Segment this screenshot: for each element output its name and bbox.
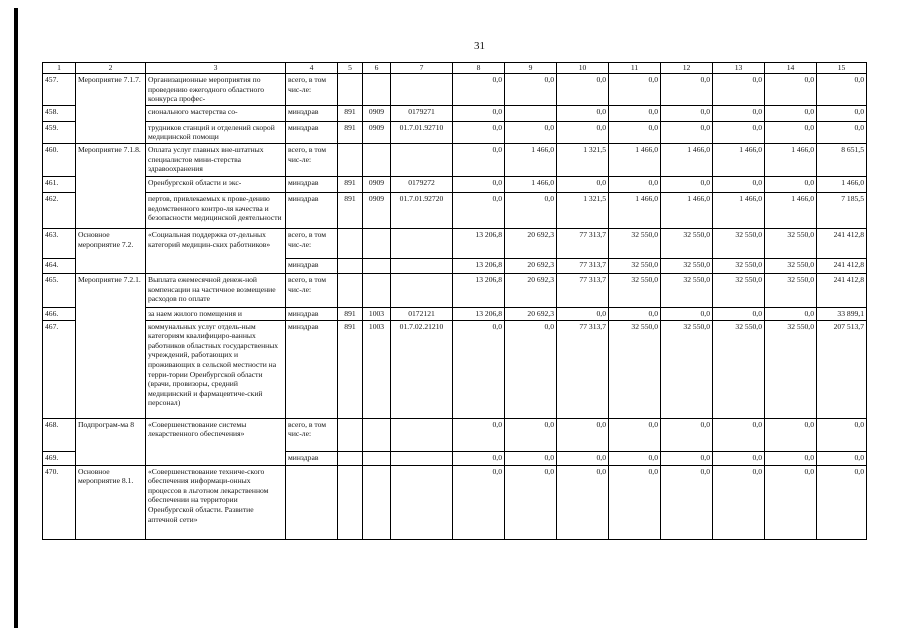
table-row — [43, 320, 867, 418]
amount-cell: 0,0 — [609, 451, 661, 465]
amount-cell: 32 550,0 — [609, 273, 661, 307]
code-grbs: 891 — [338, 320, 363, 418]
activity-description: сионального мастерства со- — [146, 105, 286, 121]
executor: минздрав — [286, 307, 338, 320]
amount-cell: 0,0 — [609, 465, 661, 539]
amount-cell: 1 466,0 — [505, 176, 557, 192]
amount-cell: 20 692,3 — [505, 228, 557, 258]
amount-cell: 77 313,7 — [557, 273, 609, 307]
activity-description: за наем жилого помещения и — [146, 307, 286, 320]
amount-cell: 0,0 — [817, 451, 867, 465]
table-row — [43, 143, 867, 176]
code-section — [363, 143, 391, 176]
amount-cell: 0,0 — [453, 176, 505, 192]
executor: всего, в том чис-ле: — [286, 273, 338, 307]
code-target — [391, 228, 453, 258]
amount-cell: 1 466,0 — [713, 143, 765, 176]
row-number: 457. — [43, 74, 76, 106]
activity-description: «Социальная поддержка от-дельных категорий медицин-ских работников» — [146, 228, 286, 273]
code-grbs — [338, 273, 363, 307]
amount-cell — [505, 105, 557, 121]
amount-cell: 8 651,5 — [817, 143, 867, 176]
amount-cell: 32 550,0 — [609, 258, 661, 273]
executor: всего, в том чис-ле: — [286, 228, 338, 258]
executor: минздрав — [286, 121, 338, 143]
activity-name: Основное мероприятие 8.1. — [76, 465, 146, 539]
binding-bar — [14, 8, 18, 628]
row-number: 462. — [43, 192, 76, 228]
row-number: 461. — [43, 176, 76, 192]
amount-cell: 20 692,3 — [505, 273, 557, 307]
code-target — [391, 465, 453, 539]
code-grbs — [338, 451, 363, 465]
amount-cell: 0,0 — [453, 74, 505, 106]
amount-cell: 1 466,0 — [817, 176, 867, 192]
row-number: 458. — [43, 105, 76, 121]
table-row — [43, 74, 867, 106]
amount-cell: 0,0 — [609, 105, 661, 121]
amount-cell: 241 412,8 — [817, 228, 867, 258]
column-header: 5 — [338, 63, 363, 74]
amount-cell: 0,0 — [661, 105, 713, 121]
row-number: 468. — [43, 418, 76, 451]
code-target — [391, 451, 453, 465]
amount-cell: 77 313,7 — [557, 320, 609, 418]
amount-cell: 0,0 — [453, 320, 505, 418]
amount-cell: 0,0 — [557, 307, 609, 320]
executor: минздрав — [286, 451, 338, 465]
table-row — [43, 307, 867, 320]
amount-cell: 0,0 — [505, 320, 557, 418]
amount-cell: 0,0 — [661, 451, 713, 465]
activity-name: Основное мероприятие 7.2. — [76, 228, 146, 273]
amount-cell: 0,0 — [609, 176, 661, 192]
code-grbs — [338, 418, 363, 451]
activity-name: Мероприятие 7.1.7. — [76, 74, 146, 144]
amount-cell: 32 550,0 — [661, 273, 713, 307]
amount-cell: 241 412,8 — [817, 258, 867, 273]
amount-cell: 0,0 — [661, 74, 713, 106]
row-number: 464. — [43, 258, 76, 273]
code-section: 0909 — [363, 105, 391, 121]
row-number: 463. — [43, 228, 76, 258]
table-row — [43, 176, 867, 192]
amount-cell: 0,0 — [765, 121, 817, 143]
row-number: 469. — [43, 451, 76, 465]
code-target: 01.7.02.21210 — [391, 320, 453, 418]
amount-cell: 0,0 — [817, 121, 867, 143]
code-section — [363, 418, 391, 451]
amount-cell: 207 513,7 — [817, 320, 867, 418]
amount-cell: 0,0 — [713, 307, 765, 320]
column-header: 8 — [453, 63, 505, 74]
code-target — [391, 74, 453, 106]
amount-cell: 32 550,0 — [765, 258, 817, 273]
amount-cell: 20 692,3 — [505, 307, 557, 320]
code-grbs — [338, 228, 363, 258]
activity-description: трудников станций и отделений скорой медицинской помощи — [146, 121, 286, 143]
amount-cell: 0,0 — [505, 74, 557, 106]
code-section — [363, 228, 391, 258]
amount-cell: 1 466,0 — [765, 143, 817, 176]
code-grbs: 891 — [338, 176, 363, 192]
column-header: 14 — [765, 63, 817, 74]
amount-cell: 7 185,5 — [817, 192, 867, 228]
amount-cell: 32 550,0 — [609, 228, 661, 258]
code-grbs: 891 — [338, 105, 363, 121]
amount-cell: 0,0 — [713, 451, 765, 465]
amount-cell: 1 321,5 — [557, 192, 609, 228]
amount-cell: 0,0 — [557, 465, 609, 539]
amount-cell: 32 550,0 — [713, 273, 765, 307]
amount-cell: 1 321,5 — [557, 143, 609, 176]
activity-name: Мероприятие 7.2.1. — [76, 273, 146, 418]
code-section — [363, 451, 391, 465]
amount-cell: 0,0 — [661, 176, 713, 192]
amount-cell: 0,0 — [505, 465, 557, 539]
amount-cell: 0,0 — [453, 143, 505, 176]
code-section: 0909 — [363, 192, 391, 228]
activity-description: Оренбургской области и экс- — [146, 176, 286, 192]
amount-cell: 0,0 — [817, 74, 867, 106]
amount-cell: 13 206,8 — [453, 258, 505, 273]
column-header: 3 — [146, 63, 286, 74]
executor: минздрав — [286, 176, 338, 192]
code-target: 0179272 — [391, 176, 453, 192]
table-row — [43, 228, 867, 258]
amount-cell: 13 206,8 — [453, 228, 505, 258]
code-section — [363, 273, 391, 307]
amount-cell: 0,0 — [505, 451, 557, 465]
amount-cell: 0,0 — [557, 418, 609, 451]
activity-name: Подпрограм-ма 8 — [76, 418, 146, 465]
column-header: 11 — [609, 63, 661, 74]
amount-cell: 0,0 — [609, 307, 661, 320]
table-header-row — [43, 63, 867, 74]
code-section — [363, 74, 391, 106]
column-header: 15 — [817, 63, 867, 74]
activity-description: коммунальных услуг отдель-ным категориям квалифициро-ванных работников областных государственных учреждений, работающих и проживающих в сельской местности на терри-тории Оренбургской области (врачи, провизоры, средний медицинский и фармацевтиче-ский персонал) — [146, 320, 286, 418]
amount-cell: 33 899,1 — [817, 307, 867, 320]
amount-cell: 20 692,3 — [505, 258, 557, 273]
table-row — [43, 465, 867, 539]
column-header: 7 — [391, 63, 453, 74]
amount-cell: 0,0 — [453, 418, 505, 451]
executor: минздрав — [286, 258, 338, 273]
amount-cell: 32 550,0 — [765, 228, 817, 258]
amount-cell: 0,0 — [817, 105, 867, 121]
amount-cell: 0,0 — [453, 121, 505, 143]
amount-cell: 0,0 — [765, 105, 817, 121]
amount-cell: 0,0 — [713, 121, 765, 143]
code-target — [391, 143, 453, 176]
amount-cell: 0,0 — [817, 418, 867, 451]
activity-description: пертов, привлекаемых к прове-дению ведомственного контро-ля качества и безопасности медицинской деятельности — [146, 192, 286, 228]
amount-cell: 0,0 — [609, 121, 661, 143]
column-header: 13 — [713, 63, 765, 74]
amount-cell: 0,0 — [661, 121, 713, 143]
amount-cell: 0,0 — [453, 451, 505, 465]
amount-cell: 32 550,0 — [661, 320, 713, 418]
table-row — [43, 273, 867, 307]
activity-description: Организационные мероприятия по проведению ежегодного областного конкурса профес- — [146, 74, 286, 106]
executor: всего, в том чис-ле: — [286, 418, 338, 451]
code-target: 01.7.01.92720 — [391, 192, 453, 228]
amount-cell: 0,0 — [713, 465, 765, 539]
amount-cell: 0,0 — [661, 465, 713, 539]
amount-cell: 0,0 — [453, 192, 505, 228]
amount-cell: 0,0 — [453, 465, 505, 539]
amount-cell: 0,0 — [505, 121, 557, 143]
column-header: 12 — [661, 63, 713, 74]
amount-cell: 1 466,0 — [661, 143, 713, 176]
amount-cell: 241 412,8 — [817, 273, 867, 307]
table-row — [43, 105, 867, 121]
code-section: 0909 — [363, 121, 391, 143]
executor: минздрав — [286, 192, 338, 228]
amount-cell: 1 466,0 — [505, 143, 557, 176]
amount-cell: 0,0 — [765, 74, 817, 106]
amount-cell: 13 206,8 — [453, 273, 505, 307]
amount-cell: 0,0 — [609, 418, 661, 451]
amount-cell: 0,0 — [609, 74, 661, 106]
code-grbs — [338, 74, 363, 106]
amount-cell: 1 466,0 — [609, 143, 661, 176]
table-row — [43, 192, 867, 228]
amount-cell: 32 550,0 — [713, 320, 765, 418]
code-target: 0179271 — [391, 105, 453, 121]
activity-description: «Совершенствование системы лекарственного обеспечения» — [146, 418, 286, 465]
amount-cell: 0,0 — [505, 418, 557, 451]
amount-cell: 0,0 — [765, 418, 817, 451]
row-number: 467. — [43, 320, 76, 418]
row-number: 460. — [43, 143, 76, 176]
amount-cell: 32 550,0 — [713, 228, 765, 258]
activity-description: Выплата ежемесячной денеж-ной компенсации на частичное возмещение расходов по оплате — [146, 273, 286, 307]
amount-cell: 0,0 — [713, 74, 765, 106]
amount-cell: 77 313,7 — [557, 228, 609, 258]
amount-cell: 32 550,0 — [661, 228, 713, 258]
amount-cell: 1 466,0 — [713, 192, 765, 228]
amount-cell: 0,0 — [713, 176, 765, 192]
amount-cell: 0,0 — [765, 465, 817, 539]
amount-cell: 0,0 — [713, 418, 765, 451]
table-row — [43, 121, 867, 143]
row-number: 465. — [43, 273, 76, 307]
code-target — [391, 258, 453, 273]
amount-cell: 1 466,0 — [765, 192, 817, 228]
executor — [286, 465, 338, 539]
table-row — [43, 418, 867, 451]
amount-cell: 0,0 — [713, 105, 765, 121]
amount-cell: 0,0 — [661, 418, 713, 451]
amount-cell: 32 550,0 — [609, 320, 661, 418]
amount-cell: 32 550,0 — [713, 258, 765, 273]
code-grbs — [338, 465, 363, 539]
amount-cell: 0,0 — [557, 451, 609, 465]
amount-cell: 0,0 — [505, 192, 557, 228]
executor: всего, в том чис-ле: — [286, 143, 338, 176]
row-number: 470. — [43, 465, 76, 539]
amount-cell: 0,0 — [557, 74, 609, 106]
code-section: 0909 — [363, 176, 391, 192]
amount-cell: 0,0 — [557, 176, 609, 192]
amount-cell: 32 550,0 — [765, 273, 817, 307]
row-number: 466. — [43, 307, 76, 320]
executor: минздрав — [286, 320, 338, 418]
activity-description: «Совершенствование техниче-ского обеспечения информаци-онных процессов в льготном лекарственном обеспечении на территории Оренбургской области. Развитие аптечной сети» — [146, 465, 286, 539]
amount-cell: 0,0 — [453, 105, 505, 121]
activity-description: Оплата услуг главных вне-штатных специалистов мини-стерства здравоохранения — [146, 143, 286, 176]
row-number: 459. — [43, 121, 76, 143]
column-header: 2 — [76, 63, 146, 74]
code-grbs — [338, 258, 363, 273]
code-grbs: 891 — [338, 121, 363, 143]
code-target: 0172121 — [391, 307, 453, 320]
code-section — [363, 465, 391, 539]
executor: минздрав — [286, 105, 338, 121]
code-grbs: 891 — [338, 192, 363, 228]
code-target — [391, 273, 453, 307]
column-header: 6 — [363, 63, 391, 74]
amount-cell: 77 313,7 — [557, 258, 609, 273]
code-section: 1003 — [363, 320, 391, 418]
code-grbs — [338, 143, 363, 176]
code-section — [363, 258, 391, 273]
executor: всего, в том чис-ле: — [286, 74, 338, 106]
code-section: 1003 — [363, 307, 391, 320]
budget-table — [42, 62, 867, 540]
amount-cell: 32 550,0 — [765, 320, 817, 418]
column-header: 9 — [505, 63, 557, 74]
amount-cell: 0,0 — [817, 465, 867, 539]
amount-cell: 13 206,8 — [453, 307, 505, 320]
amount-cell: 32 550,0 — [661, 258, 713, 273]
code-grbs: 891 — [338, 307, 363, 320]
amount-cell: 0,0 — [765, 451, 817, 465]
amount-cell: 1 466,0 — [609, 192, 661, 228]
code-target: 01.7.01.92710 — [391, 121, 453, 143]
amount-cell: 0,0 — [557, 105, 609, 121]
amount-cell: 0,0 — [765, 176, 817, 192]
amount-cell: 0,0 — [557, 121, 609, 143]
activity-name: Мероприятие 7.1.8. — [76, 143, 146, 228]
column-header: 4 — [286, 63, 338, 74]
amount-cell: 0,0 — [765, 307, 817, 320]
amount-cell: 0,0 — [661, 307, 713, 320]
code-target — [391, 418, 453, 451]
column-header: 1 — [43, 63, 76, 74]
column-header: 10 — [557, 63, 609, 74]
amount-cell: 1 466,0 — [661, 192, 713, 228]
page-number: 31 — [474, 40, 485, 52]
